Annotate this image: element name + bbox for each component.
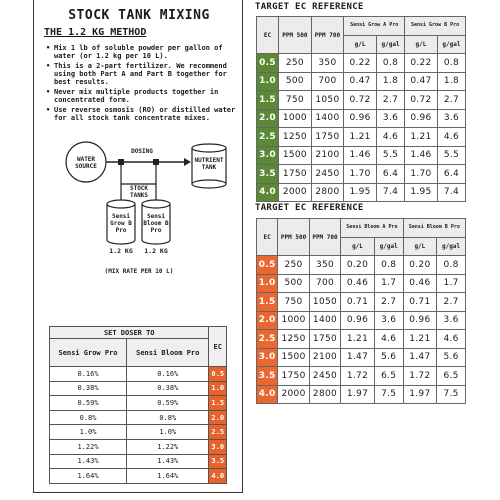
ec-value: 2.5 bbox=[257, 128, 279, 147]
table-cell: 4.6 bbox=[437, 330, 466, 349]
ec-value: 2.5 bbox=[257, 330, 278, 349]
instruction-list bbox=[46, 44, 240, 124]
ggal-header: g/gal bbox=[437, 237, 466, 256]
ec-value: 1.5 bbox=[257, 91, 279, 110]
table-cell: 5.6 bbox=[374, 348, 403, 367]
table-cell: 0.71 bbox=[403, 293, 437, 312]
table-cell: 0.38% bbox=[127, 381, 209, 396]
table-cell: 250 bbox=[278, 256, 309, 275]
table-cell: 750 bbox=[278, 293, 309, 312]
table-cell: 1.7 bbox=[437, 274, 466, 293]
dosing-label: DOSING bbox=[131, 148, 153, 155]
ggal-header: g/gal bbox=[437, 35, 465, 54]
table-cell: 1.95 bbox=[405, 183, 438, 202]
ec-value: 1.0 bbox=[209, 381, 227, 396]
arrow-icon bbox=[184, 158, 191, 166]
table-cell: 750 bbox=[279, 91, 312, 110]
table-row bbox=[257, 311, 466, 330]
table-cell: 0.20 bbox=[341, 256, 375, 275]
table-cell: 1400 bbox=[311, 109, 344, 128]
table-row bbox=[257, 54, 466, 73]
table-cell: 1.7 bbox=[374, 274, 403, 293]
table-cell: 0.22 bbox=[405, 54, 438, 73]
ec-value: 0.5 bbox=[257, 256, 278, 275]
table-cell: 500 bbox=[279, 72, 312, 91]
ec-value: 2.0 bbox=[209, 410, 227, 425]
ec-value: 4.0 bbox=[257, 183, 279, 202]
gl-header: g/L bbox=[405, 35, 438, 54]
ec-value: 2.0 bbox=[257, 109, 279, 128]
grow-reference-title: TARGET EC REFERENCE bbox=[255, 2, 364, 12]
gl-header: g/L bbox=[344, 35, 377, 54]
table-cell: 7.5 bbox=[374, 385, 403, 404]
table-cell: 0.96 bbox=[344, 109, 377, 128]
table-row bbox=[257, 274, 466, 293]
ppm500-header: PPM 500 bbox=[279, 17, 312, 54]
table-cell: 6.5 bbox=[437, 367, 466, 386]
table-cell: 1.46 bbox=[344, 146, 377, 165]
table-cell: 0.96 bbox=[341, 311, 375, 330]
table-cell: 2100 bbox=[309, 348, 340, 367]
table-cell: 5.6 bbox=[437, 348, 466, 367]
method-title: THE 1.2 KG METHOD bbox=[44, 27, 147, 38]
table-row bbox=[50, 396, 227, 411]
table-cell: 0.16% bbox=[50, 367, 127, 382]
ec-value: 3.0 bbox=[257, 348, 278, 367]
table-row bbox=[50, 425, 227, 440]
table-row bbox=[50, 439, 227, 454]
ppm500-header: PPM 500 bbox=[278, 219, 309, 256]
table-cell: 1.47 bbox=[341, 348, 375, 367]
table-cell: 0.72 bbox=[344, 91, 377, 110]
stock-tank-icon bbox=[142, 200, 170, 208]
table-row bbox=[257, 128, 466, 147]
ppm700-header: PPM 700 bbox=[311, 17, 344, 54]
table-cell: 0.47 bbox=[344, 72, 377, 91]
table-cell: 0.8 bbox=[374, 256, 403, 275]
instruction-item: • Use reverse osmosis (RO) or distilled water for all stock tank concentrate mixes. bbox=[46, 106, 240, 122]
table-cell: 2800 bbox=[311, 183, 344, 202]
table-cell: 700 bbox=[309, 274, 340, 293]
table-cell: 1.21 bbox=[405, 128, 438, 147]
table-cell: 3.6 bbox=[437, 311, 466, 330]
table-cell: 6.5 bbox=[374, 367, 403, 386]
tank-b-label: Sensi Bloom B Pro bbox=[143, 213, 169, 234]
table-cell: 4.6 bbox=[374, 330, 403, 349]
table-cell: 1.21 bbox=[341, 330, 375, 349]
table-cell: 0.72 bbox=[405, 91, 438, 110]
ec-value: 1.0 bbox=[257, 274, 278, 293]
table-cell: 1500 bbox=[278, 348, 309, 367]
table-cell: 0.38% bbox=[50, 381, 127, 396]
table-cell: 1.43% bbox=[50, 454, 127, 469]
table-cell: 1.43% bbox=[127, 454, 209, 469]
ec-value: 0.5 bbox=[209, 367, 227, 382]
grow-reference-rows bbox=[257, 54, 466, 202]
bloom-reference-rows bbox=[257, 256, 466, 404]
table-cell: 1.0% bbox=[127, 425, 209, 440]
table-cell: 1.0% bbox=[50, 425, 127, 440]
doser-rows bbox=[50, 367, 227, 484]
water-source-label: WATER SOURCE bbox=[75, 156, 97, 170]
tank-a-label: Sensi Grow B Pro bbox=[110, 213, 132, 234]
table-cell: 5.5 bbox=[376, 146, 404, 165]
table-cell: 0.96 bbox=[405, 109, 438, 128]
table-cell: 2.7 bbox=[376, 91, 404, 110]
table-row bbox=[257, 165, 466, 184]
table-row bbox=[50, 410, 227, 425]
table-row bbox=[257, 385, 466, 404]
table-row bbox=[257, 72, 466, 91]
table-cell: 1750 bbox=[309, 330, 340, 349]
table-cell: 1.21 bbox=[403, 330, 437, 349]
doser-table-header: SET DOSER TO bbox=[50, 327, 209, 339]
table-cell: 0.22 bbox=[344, 54, 377, 73]
table-cell: 1.64% bbox=[127, 469, 209, 484]
table-cell: 1000 bbox=[278, 311, 309, 330]
table-row bbox=[257, 91, 466, 110]
table-cell: 1750 bbox=[278, 367, 309, 386]
ec-value: 3.5 bbox=[257, 165, 279, 184]
table-cell: 2800 bbox=[309, 385, 340, 404]
table-cell: 0.46 bbox=[341, 274, 375, 293]
table-cell: 1250 bbox=[279, 128, 312, 147]
ec-value: 4.0 bbox=[209, 469, 227, 484]
mix-rate-label: (MIX RATE PER 10 L) bbox=[104, 268, 174, 275]
table-cell: 250 bbox=[279, 54, 312, 73]
stock-tank-mixing-panel bbox=[33, 0, 243, 493]
ec-value: 3.0 bbox=[209, 439, 227, 454]
product-a-header: Sensi Bloom A Pro bbox=[341, 219, 403, 238]
table-row bbox=[257, 256, 466, 275]
table-cell: 2100 bbox=[311, 146, 344, 165]
table-cell: 0.20 bbox=[403, 256, 437, 275]
table-cell: 1.70 bbox=[344, 165, 377, 184]
table-cell: 2450 bbox=[311, 165, 344, 184]
table-cell: 1.22% bbox=[127, 439, 209, 454]
ec-header: EC bbox=[257, 219, 278, 256]
gl-header: g/L bbox=[403, 237, 437, 256]
doser-junction bbox=[153, 159, 159, 165]
table-row bbox=[50, 381, 227, 396]
table-cell: 1750 bbox=[279, 165, 312, 184]
table-cell: 1.97 bbox=[341, 385, 375, 404]
table-cell: 1.64% bbox=[50, 469, 127, 484]
grow-reference-table bbox=[256, 16, 466, 202]
bloom-reference-title: TARGET EC REFERENCE bbox=[255, 203, 364, 213]
table-cell: 0.8% bbox=[127, 410, 209, 425]
table-cell: 2000 bbox=[278, 385, 309, 404]
nutrient-tank-label: NUTRIENT TANK bbox=[194, 157, 224, 171]
bloom-column-header: Sensi Bloom Pro bbox=[127, 339, 209, 367]
ec-value: 4.0 bbox=[257, 385, 278, 404]
doser-junction bbox=[118, 159, 124, 165]
product-b-header: Sensi Grow B Pro bbox=[405, 17, 466, 36]
table-cell: 1.97 bbox=[403, 385, 437, 404]
table-cell: 5.5 bbox=[437, 146, 465, 165]
table-cell: 1.72 bbox=[341, 367, 375, 386]
ec-header: EC bbox=[257, 17, 279, 54]
table-cell: 2000 bbox=[279, 183, 312, 202]
table-cell: 0.59% bbox=[50, 396, 127, 411]
table-cell: 2450 bbox=[309, 367, 340, 386]
table-cell: 3.6 bbox=[437, 109, 465, 128]
table-cell: 1.21 bbox=[344, 128, 377, 147]
table-cell: 0.8 bbox=[376, 54, 404, 73]
table-cell: 1.46 bbox=[405, 146, 438, 165]
table-cell: 0.96 bbox=[403, 311, 437, 330]
ec-value: 3.5 bbox=[209, 454, 227, 469]
table-row bbox=[50, 469, 227, 484]
grow-column-header: Sensi Grow Pro bbox=[50, 339, 127, 367]
table-cell: 1000 bbox=[279, 109, 312, 128]
table-cell: 3.6 bbox=[374, 311, 403, 330]
ec-value: 1.5 bbox=[257, 293, 278, 312]
table-row bbox=[257, 293, 466, 312]
stock-tank-icon bbox=[107, 200, 135, 208]
table-cell: 700 bbox=[311, 72, 344, 91]
table-cell: 1.8 bbox=[376, 72, 404, 91]
table-row bbox=[257, 183, 466, 202]
table-cell: 0.8% bbox=[50, 410, 127, 425]
ec-value: 0.5 bbox=[257, 54, 279, 73]
ppm700-header: PPM 700 bbox=[309, 219, 340, 256]
table-cell: 7.4 bbox=[437, 183, 465, 202]
table-row bbox=[257, 109, 466, 128]
instruction-item: • Mix 1 lb of soluble powder per gallon of water (or 1.2 kg per 10 L). bbox=[46, 44, 240, 60]
ec-value: 1.0 bbox=[257, 72, 279, 91]
table-cell: 0.47 bbox=[405, 72, 438, 91]
table-cell: 2.7 bbox=[374, 293, 403, 312]
doser-table bbox=[49, 326, 227, 484]
table-cell: 7.4 bbox=[376, 183, 404, 202]
table-cell: 1.95 bbox=[344, 183, 377, 202]
ggal-header: g/gal bbox=[374, 237, 403, 256]
table-cell: 1.70 bbox=[405, 165, 438, 184]
dosing-diagram bbox=[34, 140, 244, 280]
table-cell: 0.46 bbox=[403, 274, 437, 293]
table-cell: 350 bbox=[309, 256, 340, 275]
tank-a-kg: 1.2 KG bbox=[109, 247, 133, 255]
table-cell: 2.7 bbox=[437, 91, 465, 110]
table-cell: 0.8 bbox=[437, 54, 465, 73]
table-cell: 1.47 bbox=[403, 348, 437, 367]
table-cell: 4.6 bbox=[376, 128, 404, 147]
table-row bbox=[257, 348, 466, 367]
product-a-header: Sensi Grow A Pro bbox=[344, 17, 405, 36]
ec-value: 2.5 bbox=[209, 425, 227, 440]
table-cell: 6.4 bbox=[437, 165, 465, 184]
table-cell: 0.8 bbox=[437, 256, 466, 275]
table-row bbox=[50, 367, 227, 382]
instruction-item: • This is a 2-part fertilizer. We recommend using both Part A and Part B together for best results. bbox=[46, 62, 240, 86]
ec-column-header: EC bbox=[209, 327, 227, 367]
table-cell: 0.59% bbox=[127, 396, 209, 411]
table-row bbox=[50, 454, 227, 469]
table-cell: 1.22% bbox=[50, 439, 127, 454]
ec-value: 2.0 bbox=[257, 311, 278, 330]
panel-title: STOCK TANK MIXING bbox=[68, 8, 210, 23]
table-row bbox=[257, 367, 466, 386]
bloom-reference-table bbox=[256, 218, 466, 404]
stock-tanks-label: STOCK TANKS bbox=[129, 185, 149, 199]
table-cell: 350 bbox=[311, 54, 344, 73]
table-cell: 1250 bbox=[278, 330, 309, 349]
ec-value: 3.0 bbox=[257, 146, 279, 165]
table-cell: 0.16% bbox=[127, 367, 209, 382]
table-cell: 1.72 bbox=[403, 367, 437, 386]
instruction-item: • Never mix multiple products together in concentrated form. bbox=[46, 88, 240, 104]
table-cell: 500 bbox=[278, 274, 309, 293]
tank-b-kg: 1.2 KG bbox=[144, 247, 168, 255]
table-row bbox=[257, 330, 466, 349]
table-row bbox=[257, 146, 466, 165]
product-b-header: Sensi Bloom B Pro bbox=[403, 219, 465, 238]
table-cell: 4.6 bbox=[437, 128, 465, 147]
table-cell: 1.8 bbox=[437, 72, 465, 91]
table-cell: 6.4 bbox=[376, 165, 404, 184]
table-cell: 0.71 bbox=[341, 293, 375, 312]
table-cell: 1500 bbox=[279, 146, 312, 165]
table-cell: 1050 bbox=[309, 293, 340, 312]
ec-value: 1.5 bbox=[209, 396, 227, 411]
ggal-header: g/gal bbox=[376, 35, 404, 54]
table-cell: 1750 bbox=[311, 128, 344, 147]
table-cell: 1400 bbox=[309, 311, 340, 330]
gl-header: g/L bbox=[341, 237, 375, 256]
table-cell: 1050 bbox=[311, 91, 344, 110]
table-cell: 7.5 bbox=[437, 385, 466, 404]
table-cell: 2.7 bbox=[437, 293, 466, 312]
table-cell: 3.6 bbox=[376, 109, 404, 128]
ec-value: 3.5 bbox=[257, 367, 278, 386]
